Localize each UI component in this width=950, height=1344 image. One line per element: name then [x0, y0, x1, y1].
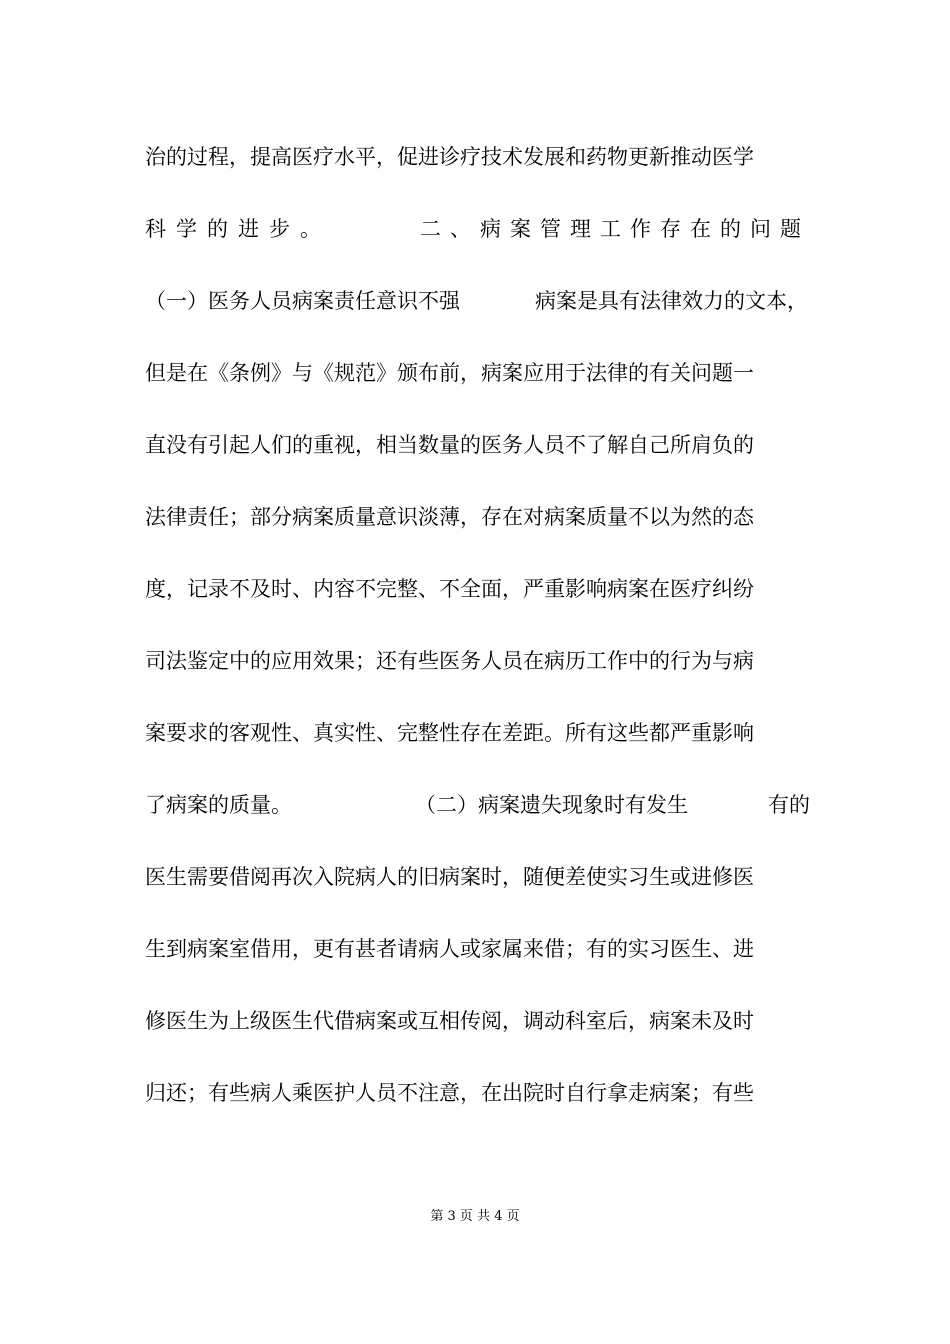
- text-segment: 科学的进步。: [145, 217, 331, 241]
- text-line-10: [145, 788, 810, 822]
- section-heading-2: 二、病案管理工作存在的问题: [420, 217, 810, 241]
- text-line-1: 治的过程，提高医疗水平，促进诊疗技术发展和药物更新推动医学: [145, 145, 754, 169]
- subsection-heading-1: （一）医务人员病案责任意识不强: [145, 289, 460, 313]
- text-line-4: 但是在《条例》与《规范》颁布前，病案应用于法律的有关问题一: [145, 361, 754, 385]
- text-segment: 了病案的质量。: [145, 793, 292, 817]
- text-line-8: 司法鉴定中的应用效果；还有些医务人员在病历工作中的行为与病: [145, 649, 754, 673]
- text-segment: 有的: [768, 793, 810, 817]
- text-line-7: 度，记录不及时、内容不完整、不全面，严重影响病案在医疗纠纷: [145, 577, 754, 601]
- text-line-3: [145, 284, 810, 318]
- text-line-11: 医生需要借阅再次入院病人的旧病案时，随便差使实习生或进修医: [145, 865, 754, 889]
- page-footer: 第 3 页 共 4 页: [430, 1209, 520, 1224]
- text-segment: 病案是具有法律效力的文本，: [535, 289, 808, 313]
- text-line-14: 归还；有些病人乘医护人员不注意，在出院时自行拿走病案；有些: [145, 1081, 754, 1105]
- text-line-13: 修医生为上级医生代借病案或互相传阅，调动科室后，病案未及时: [145, 1009, 754, 1033]
- text-line-6: 法律责任；部分病案质量意识淡薄，存在对病案质量不以为然的态: [145, 505, 754, 529]
- subsection-heading-2: （二）病案遗失现象时有发生: [415, 793, 688, 817]
- text-line-12: 生到病案室借用，更有甚者请病人或家属来借；有的实习医生、进: [145, 937, 754, 961]
- text-line-2: [145, 212, 810, 246]
- text-line-9: 案要求的客观性、真实性、完整性存在差距。所有这些都严重影响: [145, 721, 754, 745]
- text-line-5: 直没有引起人们的重视，相当数量的医务人员不了解自己所肩负的: [145, 433, 754, 457]
